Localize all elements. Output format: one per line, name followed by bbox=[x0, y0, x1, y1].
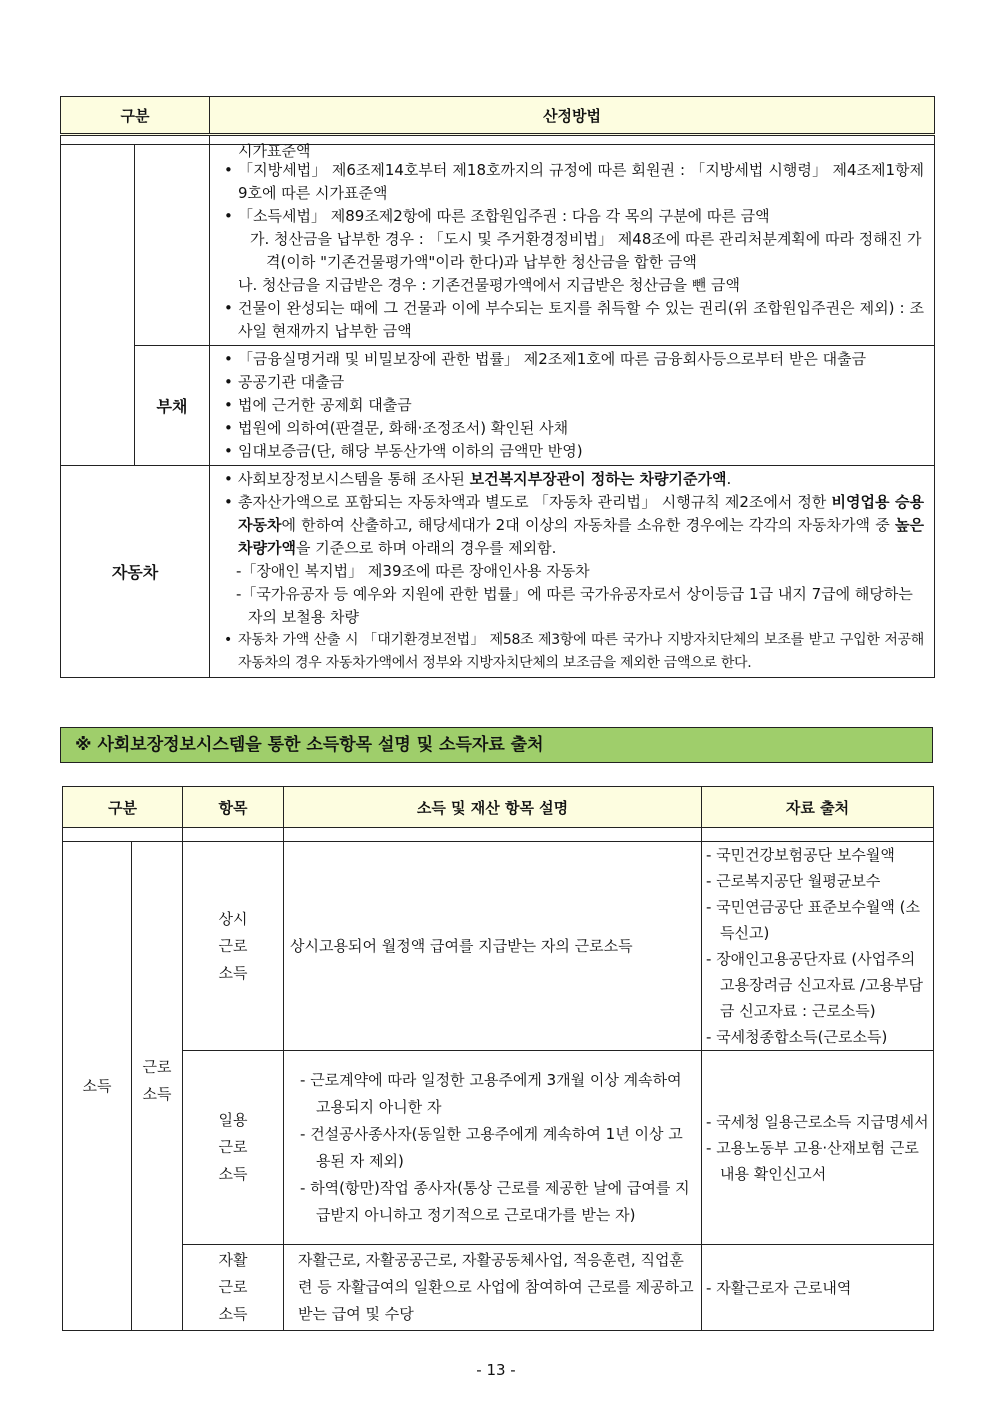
asset-line-0: 시가표준액 bbox=[238, 142, 311, 160]
car-method-cell bbox=[210, 466, 935, 678]
self-support-income-sources: - 자활근로자 근로내역 bbox=[702, 1245, 934, 1331]
self-support-income-label: 자활 근로 소득 bbox=[183, 1245, 284, 1331]
page-number: - 13 - bbox=[476, 1361, 516, 1379]
car-label: 자동차 bbox=[61, 466, 210, 678]
daily-income-sources: - 국세청 일용근로소득 지급명세서 - 고용노동부 고용·산재보험 근로내용 확인신고서 bbox=[702, 1051, 934, 1245]
header-method: 산정방법 bbox=[210, 97, 935, 135]
asset-line-3: 가. 청산금을 납부한 경우 : 「도시 및 주거환경정비법」 제48조에 따른 관리처분계획에 따라 정해진 가격(이하 "기존건물평가액"이라 한다)과 납부한 청산금을 합한 금액 bbox=[250, 230, 922, 271]
header-category: 구분 bbox=[61, 97, 210, 135]
car-bullet-1: • 사회보장정보시스템을 통해 조사된 보건복지부장관이 정하는 차량기준가액. bbox=[222, 468, 924, 491]
debt-label: 부채 bbox=[135, 346, 210, 466]
earned-income-label: 근로 소득 bbox=[132, 842, 183, 1331]
header-source: 자료 출처 bbox=[702, 787, 934, 828]
car-bullet-3: • 자동차 가액 산출 시 「대기환경보전법」 제58조 제3항에 따른 국가나 지방자치단체의 보조를 받고 구입한 저공해자동차의 경우 자동차가액에서 정부와 지방자치단체의 보조금을 제외한 금액으로 한다. bbox=[222, 629, 924, 675]
debt-item-2: • 법에 근거한 공제회 대출금 bbox=[222, 394, 924, 417]
income-label: 소득 bbox=[63, 842, 132, 1331]
regular-income-desc: 상시고용되어 월정액 급여를 지급받는 자의 근로소득 bbox=[284, 842, 702, 1051]
car-bullet-2: • 총자산가액으로 포함되는 자동차액과 별도로 「자동차 관리법」 시행규칙 제2조에서 정한 비영업용 승용자동차에 한하여 산출하고, 해당세대가 2대 이상의 자동차를 소유한 경우에는 각각의 자동차가액 중 높은 차량가액을 기준으로 하며 아래의 경우를 제외함. bbox=[222, 491, 924, 560]
asset-line-4: 나. 청산금을 지급받은 경우 : 기존건물평가액에서 지급받은 청산금을 뺀 금액 bbox=[238, 276, 740, 294]
debt-item-3: • 법원에 의하여(판결문, 화해·조정조서) 확인된 사채 bbox=[222, 417, 924, 440]
debt-item-0: • 「금융실명거래 및 비밀보장에 관한 법률」 제2조제1호에 따른 금융회사등으로부터 받은 대출금 bbox=[222, 348, 924, 371]
daily-income-label: 일용 근로 소득 bbox=[183, 1051, 284, 1245]
header-category: 구분 bbox=[63, 787, 183, 828]
header-description: 소득 및 재산 항목 설명 bbox=[284, 787, 702, 828]
debt-item-1: • 공공기관 대출금 bbox=[222, 371, 924, 394]
regular-income-sources: - 국민건강보험공단 보수월액 - 근로복지공단 월평균보수 - 국민연금공단 표준보수월액 (소득신고) - 장애인고용공단자료 (사업주의 고용장려금 신고자료 /고용부담금 신고자료 : 근로소득) - 국세청종합소득(근로소득) bbox=[702, 842, 934, 1051]
header-item: 항목 bbox=[183, 787, 284, 828]
asset-line-2: • 「소득세법」 제89조제2항에 따른 조합원입주권 : 다음 각 목의 구분에 따른 금액 bbox=[222, 205, 924, 228]
calculation-method-table bbox=[60, 96, 935, 678]
car-exception-1: -「장애인 복지법」 제39조에 따른 장애인사용 자동차 bbox=[236, 562, 590, 580]
asset-line-1: • 「지방세법」 제6조제14호부터 제18호까지의 규정에 따른 회원권 : 「지방세법 시행령」 제4조제1항제9호에 따른 시가표준액 bbox=[222, 159, 924, 205]
car-exception-2: -「국가유공자 등 예우와 지원에 관한 법률」에 따른 국가유공자로서 상이등급 1급 내지 7급에 해당하는 자의 보철용 차량 bbox=[236, 585, 913, 626]
income-source-table bbox=[62, 786, 934, 1331]
regular-income-label: 상시 근로 소득 bbox=[183, 842, 284, 1051]
asset-method-cell bbox=[210, 142, 935, 346]
debt-item-4: • 임대보증금(단, 해당 부동산가액 이하의 금액만 반영) bbox=[222, 440, 924, 463]
debt-method-cell bbox=[210, 346, 935, 466]
asset-line-5: • 건물이 완성되는 때에 그 건물과 이에 부수되는 토지를 취득할 수 있는 권리(위 조합원입주권은 제외) : 조사일 현재까지 납부한 금액 bbox=[222, 297, 924, 343]
daily-income-desc: - 근로계약에 따라 일정한 고용주에게 3개월 이상 계속하여 고용되지 아니한 자 - 건설공사종사자(동일한 고용주에게 계속하여 1년 이상 고용된 자 제외) - 하역(항만)작업 종사자(통상 근로를 제공한 날에 급여를 지급받지 아니하고 정기적으로 근로대가를 받는 자) bbox=[284, 1051, 702, 1245]
section-banner: ※ 사회보장정보시스템을 통한 소득항목 설명 및 소득자료 출처 bbox=[60, 727, 933, 763]
self-support-income-desc: 자활근로, 자활공공근로, 자활공동체사업, 적응훈련, 직업훈련 등 자활급여의 일환으로 사업에 참여하여 근로를 제공하고 받는 급여 및 수당 bbox=[284, 1245, 702, 1331]
